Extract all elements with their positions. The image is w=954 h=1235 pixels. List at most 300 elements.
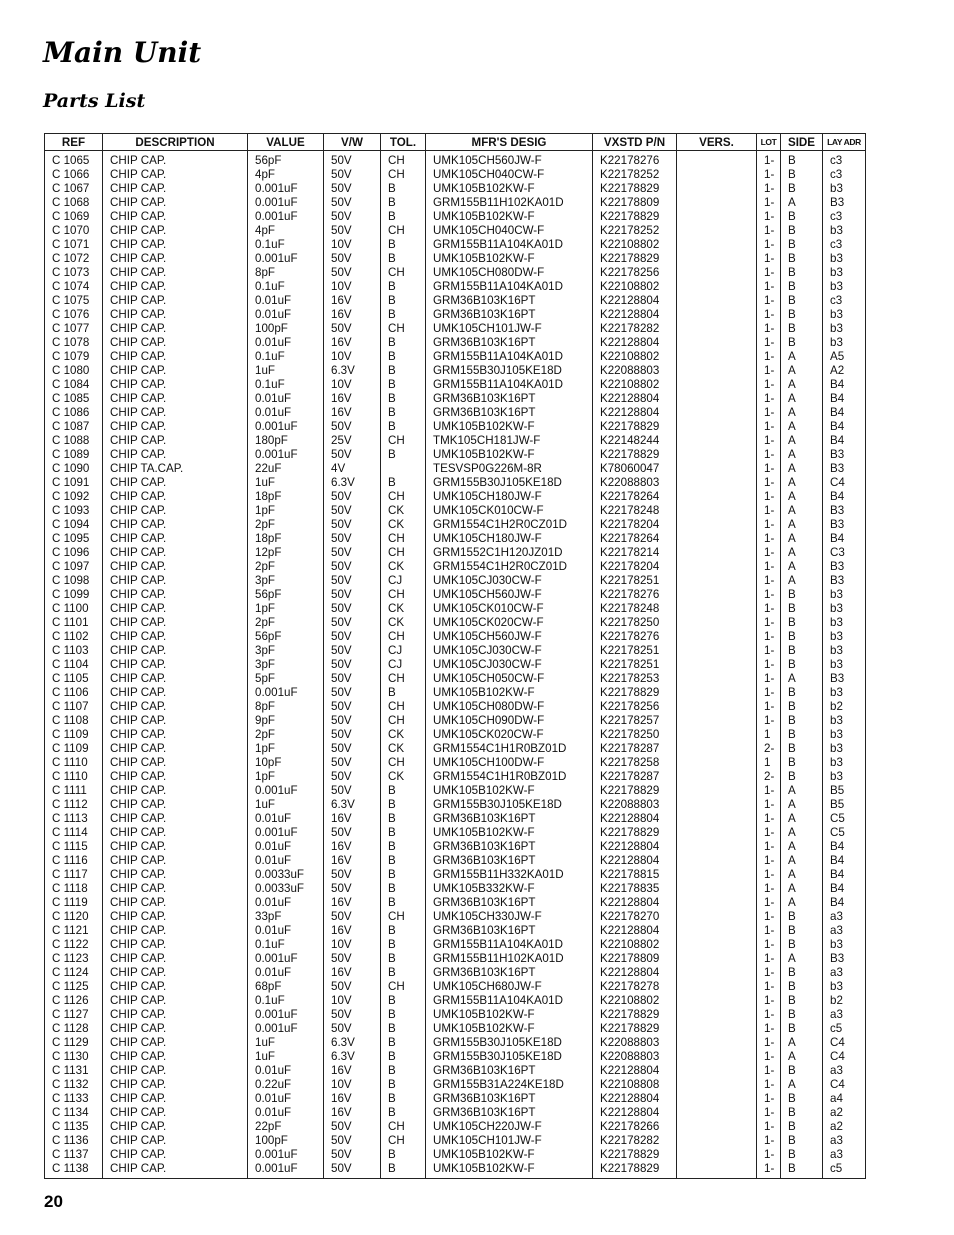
- cell-ref: C 1123: [45, 952, 103, 966]
- cell-side: A: [781, 1036, 823, 1050]
- cell-lay-adr: b2: [823, 700, 866, 714]
- cell-mfr-desig: UMK105B102KW-F: [426, 448, 593, 462]
- cell-mfr-desig: UMK105B102KW-F: [426, 1148, 593, 1162]
- table-row: [45, 938, 866, 952]
- cell-lot: 1-: [757, 1008, 781, 1022]
- cell-vw: 50V: [324, 574, 381, 588]
- cell-lot: 1-: [757, 308, 781, 322]
- cell-description: CHIP CAP.: [103, 1078, 248, 1092]
- cell-ref: C 1067: [45, 182, 103, 196]
- cell-value: 22pF: [248, 1120, 324, 1134]
- cell-vw: 10V: [324, 280, 381, 294]
- cell-description: CHIP CAP.: [103, 476, 248, 490]
- cell-tol: B: [381, 1106, 426, 1120]
- cell-value: 2pF: [248, 518, 324, 532]
- cell-tol: CJ: [381, 574, 426, 588]
- cell-side: B: [781, 616, 823, 630]
- cell-vers: [677, 364, 757, 378]
- cell-mfr-desig: GRM36B103K16PT: [426, 392, 593, 406]
- cell-value: 0.01uF: [248, 966, 324, 980]
- cell-vers: [677, 742, 757, 756]
- table-row: [45, 490, 866, 504]
- cell-ref: C 1115: [45, 840, 103, 854]
- cell-description: CHIP CAP.: [103, 910, 248, 924]
- cell-lot: 1-: [757, 966, 781, 980]
- cell-vw: 50V: [324, 252, 381, 266]
- cell-ref: C 1110: [45, 756, 103, 770]
- cell-description: CHIP CAP.: [103, 826, 248, 840]
- cell-value: 68pF: [248, 980, 324, 994]
- cell-mfr-desig: GRM155B11H102KA01D: [426, 196, 593, 210]
- cell-vw: 50V: [324, 1134, 381, 1148]
- cell-vxstd-pn: K22178809: [593, 952, 677, 966]
- cell-tol: CH: [381, 630, 426, 644]
- cell-lot: 1-: [757, 1148, 781, 1162]
- cell-vw: 16V: [324, 294, 381, 308]
- cell-mfr-desig: UMK105B102KW-F: [426, 182, 593, 196]
- cell-ref: C 1065: [45, 151, 103, 169]
- cell-description: CHIP CAP.: [103, 266, 248, 280]
- cell-lot: 1-: [757, 294, 781, 308]
- cell-tol: B: [381, 420, 426, 434]
- cell-vxstd-pn: K22178829: [593, 1148, 677, 1162]
- cell-tol: CJ: [381, 644, 426, 658]
- cell-vers: [677, 840, 757, 854]
- cell-side: A: [781, 826, 823, 840]
- section-subtitle: Parts List: [43, 90, 146, 112]
- cell-ref: C 1075: [45, 294, 103, 308]
- cell-vers: [677, 770, 757, 784]
- cell-side: B: [781, 1064, 823, 1078]
- cell-vw: 16V: [324, 812, 381, 826]
- cell-tol: B: [381, 294, 426, 308]
- cell-tol: B: [381, 1078, 426, 1092]
- cell-lay-adr: B4: [823, 420, 866, 434]
- cell-side: B: [781, 700, 823, 714]
- cell-lot: 1-: [757, 700, 781, 714]
- cell-mfr-desig: GRM36B103K16PT: [426, 966, 593, 980]
- cell-vers: [677, 151, 757, 169]
- cell-lay-adr: b3: [823, 602, 866, 616]
- table-row: [45, 476, 866, 490]
- cell-lot: 1-: [757, 476, 781, 490]
- cell-side: B: [781, 182, 823, 196]
- cell-mfr-desig: UMK105CH040CW-F: [426, 224, 593, 238]
- cell-vw: 50V: [324, 266, 381, 280]
- cell-side: A: [781, 546, 823, 560]
- header-ref: REF: [45, 134, 103, 151]
- cell-value: 2pF: [248, 728, 324, 742]
- cell-mfr-desig: UMK105CJ030CW-F: [426, 658, 593, 672]
- cell-tol: B: [381, 1064, 426, 1078]
- table-row: [45, 742, 866, 756]
- table-row: [45, 812, 866, 826]
- cell-vers: [677, 546, 757, 560]
- cell-lot: 1-: [757, 840, 781, 854]
- cell-description: CHIP CAP.: [103, 700, 248, 714]
- cell-lay-adr: b3: [823, 658, 866, 672]
- cell-vw: 50V: [324, 616, 381, 630]
- table-row: [45, 854, 866, 868]
- cell-ref: C 1114: [45, 826, 103, 840]
- cell-vers: [677, 224, 757, 238]
- cell-lot: 1-: [757, 448, 781, 462]
- cell-description: CHIP CAP.: [103, 798, 248, 812]
- cell-lot: 1-: [757, 882, 781, 896]
- cell-vers: [677, 1120, 757, 1134]
- cell-lot: 1-: [757, 812, 781, 826]
- cell-description: CHIP CAP.: [103, 196, 248, 210]
- cell-tol: B: [381, 686, 426, 700]
- cell-lot: 1-: [757, 1092, 781, 1106]
- cell-vxstd-pn: K22178829: [593, 1162, 677, 1179]
- table-row: [45, 826, 866, 840]
- cell-side: A: [781, 532, 823, 546]
- cell-tol: B: [381, 1162, 426, 1179]
- cell-ref: C 1129: [45, 1036, 103, 1050]
- cell-description: CHIP CAP.: [103, 504, 248, 518]
- cell-description: CHIP CAP.: [103, 896, 248, 910]
- cell-value: 0.01uF: [248, 1092, 324, 1106]
- cell-vw: 50V: [324, 182, 381, 196]
- cell-lay-adr: A5: [823, 350, 866, 364]
- cell-tol: B: [381, 1148, 426, 1162]
- cell-vers: [677, 1092, 757, 1106]
- cell-lay-adr: B4: [823, 378, 866, 392]
- cell-lot: 1-: [757, 151, 781, 169]
- cell-tol: B: [381, 210, 426, 224]
- cell-mfr-desig: GRM36B103K16PT: [426, 294, 593, 308]
- cell-value: 0.01uF: [248, 896, 324, 910]
- cell-vers: [677, 756, 757, 770]
- cell-value: 0.001uF: [248, 826, 324, 840]
- cell-ref: C 1112: [45, 798, 103, 812]
- cell-lay-adr: b3: [823, 742, 866, 756]
- cell-lot: 1-: [757, 378, 781, 392]
- table-row: [45, 182, 866, 196]
- cell-vers: [677, 952, 757, 966]
- cell-lot: 1-: [757, 658, 781, 672]
- cell-lay-adr: b3: [823, 938, 866, 952]
- cell-description: CHIP CAP.: [103, 1162, 248, 1179]
- cell-vers: [677, 826, 757, 840]
- cell-value: 5pF: [248, 672, 324, 686]
- cell-ref: C 1087: [45, 420, 103, 434]
- cell-value: 0.01uF: [248, 854, 324, 868]
- table-row: [45, 770, 866, 784]
- cell-value: 1uF: [248, 798, 324, 812]
- cell-ref: C 1134: [45, 1106, 103, 1120]
- table-row: [45, 168, 866, 182]
- cell-lay-adr: c3: [823, 151, 866, 169]
- cell-vxstd-pn: K22178829: [593, 252, 677, 266]
- cell-vw: 6.3V: [324, 1036, 381, 1050]
- cell-vxstd-pn: K22128804: [593, 392, 677, 406]
- cell-vw: 50V: [324, 784, 381, 798]
- cell-ref: C 1135: [45, 1120, 103, 1134]
- cell-vers: [677, 924, 757, 938]
- cell-mfr-desig: GRM1554C1H2R0CZ01D: [426, 518, 593, 532]
- cell-lay-adr: b3: [823, 616, 866, 630]
- cell-lay-adr: b3: [823, 644, 866, 658]
- cell-lay-adr: b3: [823, 266, 866, 280]
- cell-tol: CH: [381, 434, 426, 448]
- cell-value: 4pF: [248, 168, 324, 182]
- cell-tol: CH: [381, 588, 426, 602]
- cell-ref: C 1119: [45, 896, 103, 910]
- cell-description: CHIP CAP.: [103, 560, 248, 574]
- cell-vers: [677, 700, 757, 714]
- cell-description: CHIP CAP.: [103, 966, 248, 980]
- cell-description: CHIP CAP.: [103, 322, 248, 336]
- cell-description: CHIP CAP.: [103, 756, 248, 770]
- cell-tol: CH: [381, 672, 426, 686]
- cell-side: B: [781, 686, 823, 700]
- cell-lay-adr: a3: [823, 1148, 866, 1162]
- cell-ref: C 1106: [45, 686, 103, 700]
- cell-vw: 50V: [324, 168, 381, 182]
- cell-mfr-desig: GRM155B11A104KA01D: [426, 938, 593, 952]
- cell-mfr-desig: TMK105CH181JW-F: [426, 434, 593, 448]
- cell-side: B: [781, 980, 823, 994]
- cell-lot: 1-: [757, 1036, 781, 1050]
- cell-tol: CK: [381, 770, 426, 784]
- cell-lay-adr: a4: [823, 1092, 866, 1106]
- table-row: [45, 602, 866, 616]
- cell-vers: [677, 266, 757, 280]
- cell-side: B: [781, 1022, 823, 1036]
- cell-value: 0.01uF: [248, 924, 324, 938]
- cell-ref: C 1099: [45, 588, 103, 602]
- cell-vers: [677, 280, 757, 294]
- cell-side: A: [781, 784, 823, 798]
- cell-vxstd-pn: K22178250: [593, 728, 677, 742]
- cell-vers: [677, 1050, 757, 1064]
- cell-description: CHIP CAP.: [103, 294, 248, 308]
- table-row: [45, 1064, 866, 1078]
- cell-vxstd-pn: K78060047: [593, 462, 677, 476]
- cell-vxstd-pn: K22088803: [593, 798, 677, 812]
- cell-value: 3pF: [248, 644, 324, 658]
- cell-mfr-desig: GRM36B103K16PT: [426, 1064, 593, 1078]
- cell-vxstd-pn: K22178829: [593, 448, 677, 462]
- cell-side: A: [781, 490, 823, 504]
- cell-description: CHIP CAP.: [103, 742, 248, 756]
- cell-mfr-desig: UMK105CH330JW-F: [426, 910, 593, 924]
- cell-ref: C 1128: [45, 1022, 103, 1036]
- cell-value: 0.001uF: [248, 1008, 324, 1022]
- cell-vw: 25V: [324, 434, 381, 448]
- cell-vw: 50V: [324, 756, 381, 770]
- cell-value: 0.01uF: [248, 392, 324, 406]
- cell-vers: [677, 378, 757, 392]
- cell-description: CHIP CAP.: [103, 1064, 248, 1078]
- cell-vers: [677, 882, 757, 896]
- cell-vers: [677, 420, 757, 434]
- cell-ref: C 1092: [45, 490, 103, 504]
- cell-value: 100pF: [248, 1134, 324, 1148]
- cell-lot: 1-: [757, 896, 781, 910]
- cell-side: A: [781, 518, 823, 532]
- cell-mfr-desig: GRM155B11A104KA01D: [426, 378, 593, 392]
- cell-mfr-desig: GRM36B103K16PT: [426, 812, 593, 826]
- cell-ref: C 1086: [45, 406, 103, 420]
- table-row: [45, 224, 866, 238]
- cell-value: 100pF: [248, 322, 324, 336]
- parts-list-table: [44, 133, 866, 1179]
- cell-vw: 50V: [324, 882, 381, 896]
- cell-ref: C 1102: [45, 630, 103, 644]
- cell-lot: 1-: [757, 784, 781, 798]
- cell-value: 0.01uF: [248, 294, 324, 308]
- cell-tol: CH: [381, 168, 426, 182]
- table-row: [45, 784, 866, 798]
- cell-vw: 16V: [324, 840, 381, 854]
- cell-vw: 50V: [324, 770, 381, 784]
- cell-lay-adr: a3: [823, 1064, 866, 1078]
- cell-value: 1pF: [248, 770, 324, 784]
- cell-lot: 1-: [757, 336, 781, 350]
- cell-mfr-desig: GRM155B11A104KA01D: [426, 350, 593, 364]
- cell-tol: CH: [381, 1134, 426, 1148]
- cell-vers: [677, 1078, 757, 1092]
- cell-description: CHIP CAP.: [103, 378, 248, 392]
- cell-side: A: [781, 196, 823, 210]
- cell-lay-adr: B4: [823, 434, 866, 448]
- cell-description: CHIP CAP.: [103, 252, 248, 266]
- cell-vxstd-pn: K22128804: [593, 812, 677, 826]
- cell-lot: 1-: [757, 630, 781, 644]
- cell-vxstd-pn: K22178251: [593, 574, 677, 588]
- cell-description: CHIP CAP.: [103, 840, 248, 854]
- cell-lay-adr: B3: [823, 574, 866, 588]
- cell-tol: CH: [381, 490, 426, 504]
- cell-side: B: [781, 280, 823, 294]
- cell-description: CHIP CAP.: [103, 518, 248, 532]
- cell-vxstd-pn: K22178251: [593, 658, 677, 672]
- cell-vers: [677, 462, 757, 476]
- cell-vw: 50V: [324, 602, 381, 616]
- cell-tol: CH: [381, 224, 426, 238]
- cell-lot: 1-: [757, 224, 781, 238]
- cell-lay-adr: B3: [823, 196, 866, 210]
- cell-vxstd-pn: K22178248: [593, 504, 677, 518]
- cell-vw: 6.3V: [324, 1050, 381, 1064]
- cell-mfr-desig: UMK105CH050CW-F: [426, 672, 593, 686]
- cell-lot: 1-: [757, 644, 781, 658]
- cell-vw: 16V: [324, 1064, 381, 1078]
- cell-vxstd-pn: K22178829: [593, 1008, 677, 1022]
- cell-ref: C 1125: [45, 980, 103, 994]
- cell-tol: CK: [381, 602, 426, 616]
- cell-side: B: [781, 1134, 823, 1148]
- cell-description: CHIP CAP.: [103, 868, 248, 882]
- cell-vers: [677, 448, 757, 462]
- cell-tol: CH: [381, 714, 426, 728]
- cell-mfr-desig: UMK105CH180JW-F: [426, 490, 593, 504]
- cell-ref: C 1113: [45, 812, 103, 826]
- cell-vxstd-pn: K22128804: [593, 1064, 677, 1078]
- cell-vxstd-pn: K22178253: [593, 672, 677, 686]
- cell-mfr-desig: GRM36B103K16PT: [426, 406, 593, 420]
- cell-side: B: [781, 294, 823, 308]
- cell-description: CHIP CAP.: [103, 1148, 248, 1162]
- cell-side: B: [781, 728, 823, 742]
- cell-tol: B: [381, 938, 426, 952]
- cell-tol: B: [381, 854, 426, 868]
- cell-ref: C 1085: [45, 392, 103, 406]
- cell-ref: C 1127: [45, 1008, 103, 1022]
- cell-description: CHIP CAP.: [103, 644, 248, 658]
- cell-vw: 50V: [324, 1148, 381, 1162]
- cell-value: 0.001uF: [248, 686, 324, 700]
- cell-vers: [677, 1036, 757, 1050]
- cell-lot: 1-: [757, 182, 781, 196]
- cell-side: B: [781, 602, 823, 616]
- cell-vxstd-pn: K22178829: [593, 420, 677, 434]
- cell-description: CHIP CAP.: [103, 308, 248, 322]
- cell-vers: [677, 518, 757, 532]
- table-row: [45, 1078, 866, 1092]
- cell-ref: C 1131: [45, 1064, 103, 1078]
- cell-value: 0.01uF: [248, 406, 324, 420]
- cell-vxstd-pn: K22178829: [593, 1022, 677, 1036]
- cell-lay-adr: b3: [823, 252, 866, 266]
- cell-description: CHIP CAP.: [103, 714, 248, 728]
- cell-side: B: [781, 266, 823, 280]
- cell-vers: [677, 602, 757, 616]
- cell-mfr-desig: UMK105CH560JW-F: [426, 151, 593, 169]
- cell-lot: 1-: [757, 406, 781, 420]
- cell-vw: 50V: [324, 952, 381, 966]
- cell-lay-adr: C4: [823, 1036, 866, 1050]
- cell-lay-adr: B4: [823, 490, 866, 504]
- table-row: [45, 196, 866, 210]
- cell-vers: [677, 1022, 757, 1036]
- cell-mfr-desig: UMK105CH101JW-F: [426, 1134, 593, 1148]
- cell-value: 0.1uF: [248, 938, 324, 952]
- cell-description: CHIP CAP.: [103, 168, 248, 182]
- cell-vxstd-pn: K22178264: [593, 532, 677, 546]
- cell-side: B: [781, 151, 823, 169]
- cell-vxstd-pn: K22128804: [593, 854, 677, 868]
- cell-vw: 16V: [324, 1106, 381, 1120]
- cell-lot: 1-: [757, 1162, 781, 1179]
- cell-lay-adr: b3: [823, 224, 866, 238]
- cell-mfr-desig: UMK105CH100DW-F: [426, 756, 593, 770]
- cell-tol: CK: [381, 616, 426, 630]
- cell-ref: C 1077: [45, 322, 103, 336]
- cell-value: 0.1uF: [248, 994, 324, 1008]
- header-vw: V/W: [324, 134, 381, 151]
- cell-vxstd-pn: K22178287: [593, 742, 677, 756]
- cell-vw: 16V: [324, 1092, 381, 1106]
- cell-mfr-desig: GRM155B30J105KE18D: [426, 364, 593, 378]
- cell-mfr-desig: GRM36B103K16PT: [426, 1106, 593, 1120]
- cell-lay-adr: b3: [823, 588, 866, 602]
- cell-lay-adr: b3: [823, 756, 866, 770]
- cell-description: CHIP CAP.: [103, 406, 248, 420]
- cell-value: 0.001uF: [248, 952, 324, 966]
- cell-lot: 1-: [757, 322, 781, 336]
- cell-description: CHIP CAP.: [103, 1036, 248, 1050]
- cell-description: CHIP CAP.: [103, 1008, 248, 1022]
- cell-lay-adr: b3: [823, 770, 866, 784]
- header-description: DESCRIPTION: [103, 134, 248, 151]
- cell-description: CHIP CAP.: [103, 574, 248, 588]
- cell-side: A: [781, 1050, 823, 1064]
- table-row: [45, 420, 866, 434]
